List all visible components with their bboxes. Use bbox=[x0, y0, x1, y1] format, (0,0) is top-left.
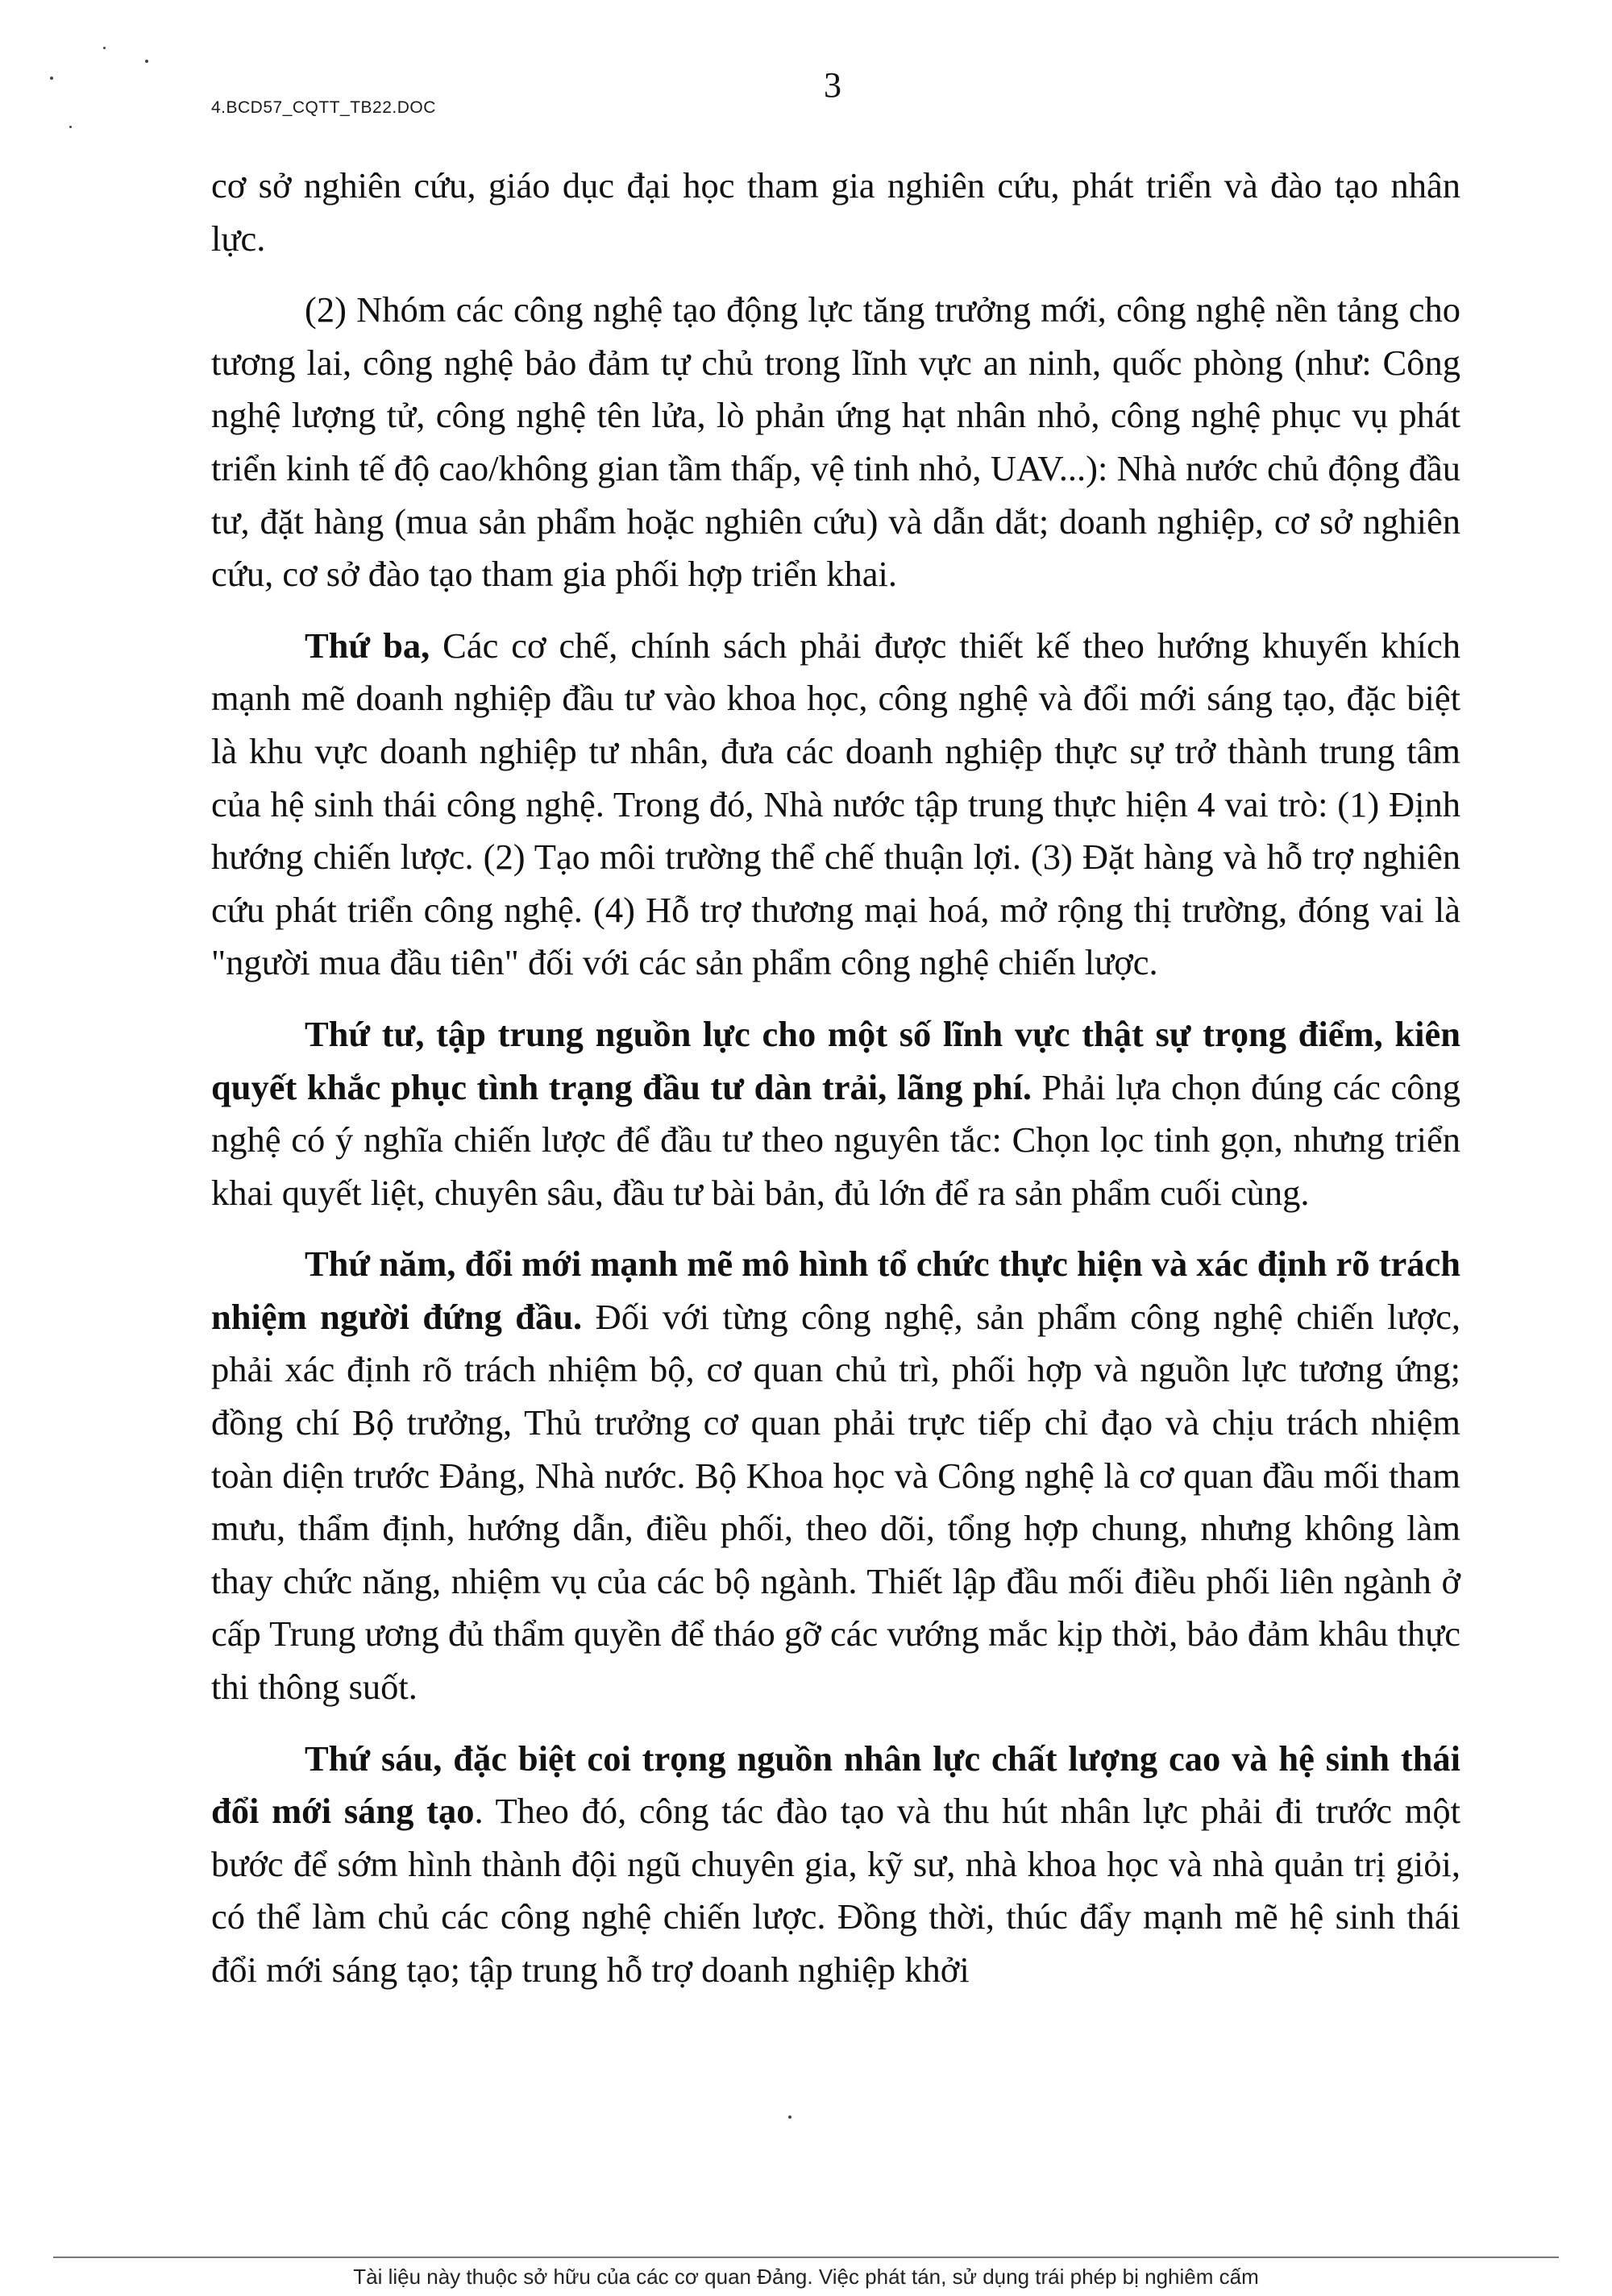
paragraph-2: (2) Nhóm các công nghệ tạo động lực tăng trưởng mới, công nghệ nền tảng cho tương lai, công nghệ bảo đảm tự chủ trong lĩnh vực an ninh, quốc phòng (như: Công nghệ lượng tử, công nghệ tên lửa, lò phản ứng hạt nhân nhỏ, công nghệ phục vụ phát triển kinh tế độ cao/không gian tầm thấp, vệ tinh nhỏ, UAV...): Nhà nước chủ động đầu tư, đặt hàng (mua sản phẩm hoặc nghiên cứu) và dẫn dắt; doanh nghiệp, cơ sở nghiên cứu, cơ sở đào tạo tham gia phối hợp triển khai. bbox=[211, 289, 1460, 595]
document-body bbox=[211, 160, 1460, 1997]
paragraph-4-text: Phải lựa chọn đúng các công nghệ có ý nghĩa chiến lược để đầu tư theo nguyên tắc: Chọn lọc tinh gọn, nhưng triển khai quyết liệt, chuyên sâu, đầu tư bài bản, đủ lớn để ra sản phẩm cuối cùng. bbox=[211, 1066, 1460, 1213]
scan-speck bbox=[145, 60, 148, 63]
paragraph-5-heading: Thứ năm, đổi mới mạnh mẽ mô hình tổ chức thực hiện và xác định rõ trách nhiệm người đứng đầu. bbox=[211, 1243, 1460, 1337]
footer-divider bbox=[53, 2257, 1559, 2258]
paragraph-4-heading: Thứ tư, tập trung nguồn lực cho một số lĩnh vực thật sự trọng điểm, kiên quyết khắc phục tình trạng đầu tư dàn trải, lãng phí. bbox=[211, 1013, 1460, 1107]
paragraph-6-heading: Thứ sáu, đặc biệt coi trọng nguồn nhân lực chất lượng cao và hệ sinh thái đổi mới sáng tạo bbox=[211, 1738, 1460, 1832]
paragraph-5 bbox=[211, 1238, 1460, 1713]
paragraph-5-text: Đối với từng công nghệ, sản phẩm công nghệ chiến lược, phải xác định rõ trách nhiệm bộ, cơ quan chủ trì, phối hợp và nguồn lực tương ứng; đồng chí Bộ trưởng, Thủ trưởng cơ quan phải trực tiếp chỉ đạo và chịu trách nhiệm toàn diện trước Đảng, Nhà nước. Bộ Khoa học và Công nghệ là cơ quan đầu mối tham mưu, thẩm định, hướng dẫn, điều phối, theo dõi, tổng hợp chung, nhưng không làm thay chức năng, nhiệm vụ của các bộ ngành. Thiết lập đầu mối điều phối liên ngành ở cấp Trung ương đủ thẩm quyền để tháo gỡ các vướng mắc kịp thời, bảo đảm khâu thực thi thông suốt. bbox=[211, 1296, 1460, 1708]
paragraph-3-text: Các cơ chế, chính sách phải được thiết kế theo hướng khuyến khích mạnh mẽ doanh nghiệp đầu tư vào khoa học, công nghệ và đổi mới sáng tạo, đặc biệt là khu vực doanh nghiệp tư nhân, đưa các doanh nghiệp thực sự trở thành trung tâm của hệ sinh thái công nghệ. Trong đó, Nhà nước tập trung thực hiện 4 vai trò: (1) Định hướng chiến lược. (2) Tạo môi trường thể chế thuận lợi. (3) Đặt hàng và hỗ trợ nghiên cứu phát triển công nghệ. (4) Hỗ trợ thương mại hoá, mở rộng thị trường, đóng vai là "người mua đầu tiên" đối với các sản phẩm công nghệ chiến lược. bbox=[211, 625, 1460, 983]
paragraph-6 bbox=[211, 1733, 1460, 1997]
paragraph-1: cơ sở nghiên cứu, giáo dục đại học tham gia nghiên cứu, phát triển và đào tạo nhân lực. bbox=[211, 165, 1460, 259]
scan-speck bbox=[69, 126, 72, 128]
paragraph-3-heading: Thứ ba, bbox=[305, 625, 430, 666]
scan-speck bbox=[50, 77, 53, 80]
scan-speck bbox=[788, 2115, 791, 2119]
page-number: 3 bbox=[824, 65, 841, 105]
scan-speck bbox=[103, 47, 106, 49]
paragraph-4 bbox=[211, 1008, 1460, 1219]
paragraph-6-text: . Theo đó, công tác đào tạo và thu hút nhân lực phải đi trước một bước để sớm hình thành đội ngũ chuyên gia, kỹ sư, nhà khoa học và nhà quản trị giỏi, có thể làm chủ các công nghệ chiến lược. Đồng thời, thúc đẩy mạnh mẽ hệ sinh thái đổi mới sáng tạo; tập trung hỗ trợ doanh nghiệp khởi bbox=[211, 1791, 1460, 1990]
paragraph-3 bbox=[211, 620, 1460, 990]
footer-notice: Tài liệu này thuộc sở hữu của các cơ quan Đảng. Việc phát tán, sử dụng trái phép bị nghiêm cấm bbox=[353, 2265, 1259, 2289]
file-code: 4.BCD57_CQTT_TB22.DOC bbox=[211, 98, 436, 117]
